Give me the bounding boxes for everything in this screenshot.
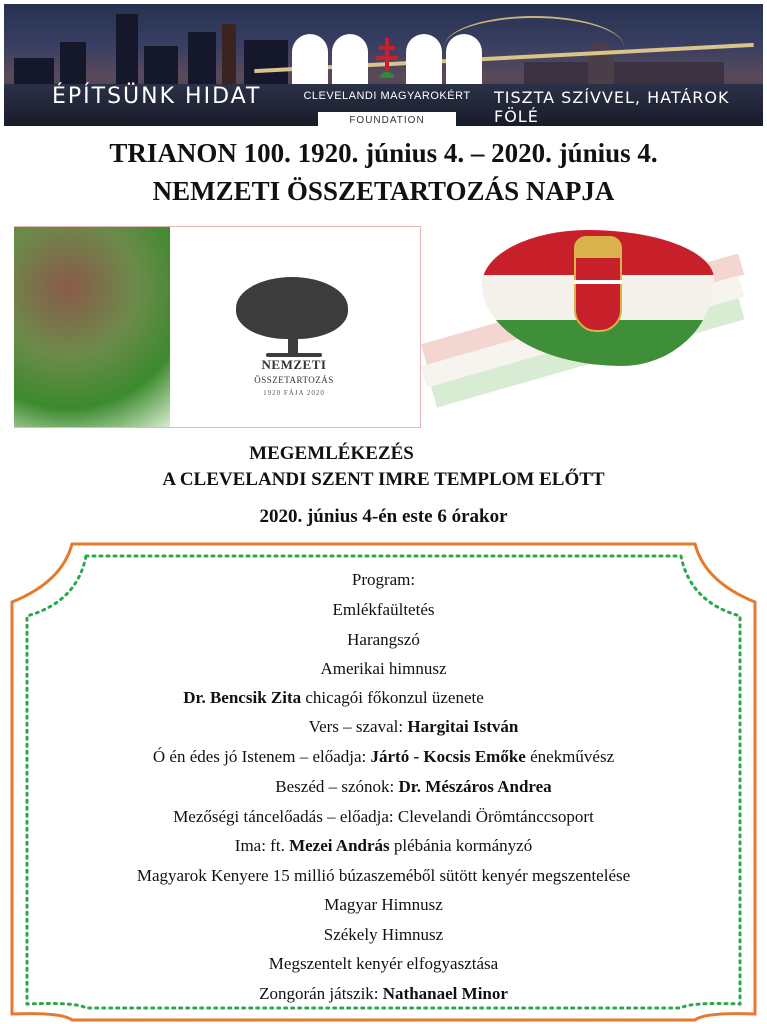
program-item-name: Dr. Bencsik Zita <box>183 688 302 707</box>
event-heading: MEGEMLÉKEZÉS <box>249 443 414 464</box>
program-item-name: Mezei András <box>289 836 390 855</box>
program-item-text: Zongorán játszik: <box>259 984 383 1003</box>
program-item <box>0 866 767 886</box>
program-item-text: Harangszó <box>347 630 420 649</box>
program-item-name: Hargitai István <box>407 717 519 736</box>
holy-crown-icon <box>574 236 622 258</box>
slogan-right: TISZTA SZÍVVEL, HATÁROK FÖLÉ <box>494 88 730 126</box>
header-banner <box>4 4 763 126</box>
program-item <box>0 747 767 767</box>
program-item-text: Ima: ft. <box>234 836 290 855</box>
foundation-label: FOUNDATION <box>318 112 456 126</box>
logo-arch <box>292 34 328 84</box>
skyline-building <box>116 14 138 88</box>
program-item <box>30 777 767 797</box>
logo-arch <box>446 34 482 84</box>
program-header: Program: <box>351 570 416 589</box>
hungary-map-image <box>424 226 744 376</box>
logo-arch <box>332 34 368 84</box>
program-item-text: Beszéd – szónok: <box>275 777 399 796</box>
logo-arch <box>406 34 442 84</box>
program-item <box>0 630 767 650</box>
program-item <box>0 688 717 708</box>
event-datetime: 2020. június 4-én este 6 órakor <box>259 506 508 527</box>
tree-icon <box>236 277 348 339</box>
program-item-text: Vers – szaval: <box>308 717 408 736</box>
skyline-building <box>60 42 86 88</box>
skyline-building <box>144 46 178 88</box>
program-item-text: Ó én édes jó Istenem – előadja: <box>152 747 371 766</box>
program-item-text: Megszentelt kenyér elfogyasztása <box>268 954 499 973</box>
tree-logo-years: 1920 FÁJA 2020 <box>263 389 325 397</box>
program-item <box>0 954 767 974</box>
program-item <box>0 659 767 679</box>
tree-logo-subtitle: ÖSSZETARTOZÁS <box>254 375 334 385</box>
page-title: TRIANON 100. 1920. június 4. – 2020. június 4. <box>109 138 658 168</box>
program-item-text: chicagói főkonzul üzenete <box>301 688 484 707</box>
program-item-text: Mezőségi táncelőadás – előadja: Clevelandi Örömtánccsoport <box>173 807 594 826</box>
tree-logo-title: NEMZETI <box>261 357 327 372</box>
double-cross-icon <box>376 38 398 78</box>
skyline-building <box>188 32 216 88</box>
program-item <box>0 925 767 945</box>
program-item-text: plébánia kormányzó <box>389 836 533 855</box>
program-item-text: Magyarok Kenyere 15 millió búzaszeméből sütött kenyér megszentelése <box>136 866 631 885</box>
program-item-name: Jártó - Kocsis Emőke <box>370 747 526 766</box>
program-item-text: Emlékfaültetés <box>332 600 435 619</box>
program-item <box>0 984 767 1004</box>
skyline-building <box>222 24 236 88</box>
program-item-text: énekművész <box>525 747 615 766</box>
coat-of-arms-stripe <box>574 280 622 284</box>
program-item <box>0 836 767 856</box>
program-item <box>30 717 767 737</box>
event-location: A CLEVELANDI SZENT IMRE TEMPLOM ELŐTT <box>162 469 605 490</box>
program-item-name: Nathanael Minor <box>382 984 508 1003</box>
program-item-name: Dr. Mészáros Andrea <box>398 777 552 796</box>
slogan-left: ÉPÍTSÜNK HIDAT <box>52 84 262 109</box>
program-item <box>0 600 767 620</box>
foundation-logo <box>288 10 486 126</box>
tree-image <box>14 226 421 428</box>
program-item <box>0 895 767 915</box>
skyline-building <box>244 40 288 88</box>
program-item-text: Székely Himnusz <box>323 925 444 944</box>
brand-name: CLEVELANDI MAGYAROKÉRT <box>303 90 471 102</box>
foliage-photo <box>14 227 170 427</box>
program-item-text: Amerikai himnusz <box>320 659 447 678</box>
program-item <box>0 807 767 827</box>
program-item-text: Magyar Himnusz <box>324 895 443 914</box>
coat-of-arms-icon <box>574 256 622 332</box>
page-subtitle: NEMZETI ÖSSZETARTOZÁS NAPJA <box>152 176 615 206</box>
